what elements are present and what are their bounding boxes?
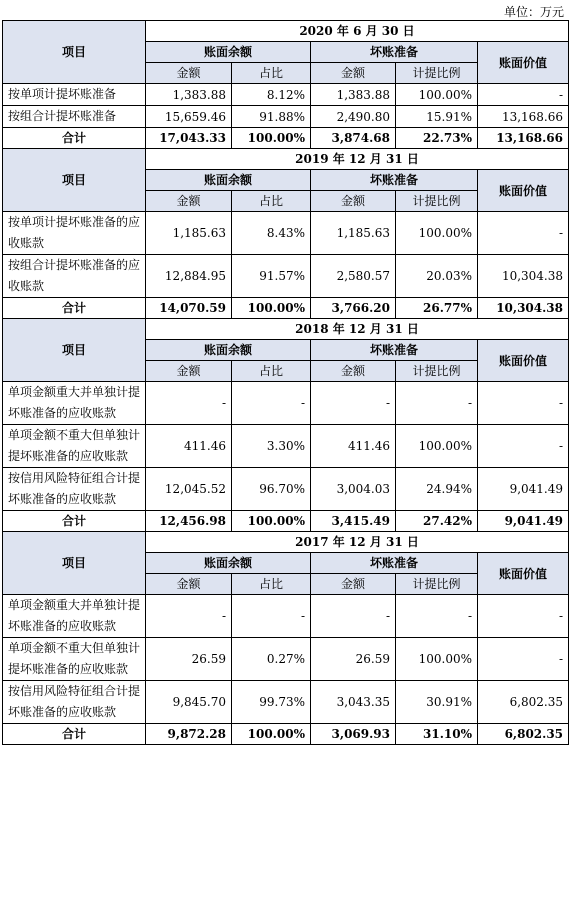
row-label: 按信用风险特征组合计提坏账准备的应收账款	[3, 468, 146, 511]
row-label: 单项金额不重大但单独计提坏账准备的应收账款	[3, 425, 146, 468]
table-row	[3, 84, 569, 106]
provision-ratio-header: 计提比例	[396, 191, 478, 212]
row-label: 按组合计提坏账准备	[3, 106, 146, 128]
item-header: 项目	[3, 149, 146, 212]
book-balance-header: 账面余额	[146, 170, 311, 191]
bad-debt-header: 坏账准备	[311, 170, 478, 191]
book-value-header: 账面价值	[478, 553, 569, 595]
total-bd: 3,766.20	[311, 298, 396, 319]
cell-amt: 15,659.46	[146, 106, 232, 128]
book-balance-header: 账面余额	[146, 553, 311, 574]
total-pr: 26.77%	[396, 298, 478, 319]
table-body	[3, 21, 569, 745]
cell-amt: 411.46	[146, 425, 232, 468]
cell-bd: 1,383.88	[311, 84, 396, 106]
table-row	[3, 212, 569, 255]
item-header: 项目	[3, 319, 146, 382]
cell-pr: -	[396, 595, 478, 638]
row-label: 单项金额重大并单独计提坏账准备的应收账款	[3, 382, 146, 425]
total-bv: 10,304.38	[478, 298, 569, 319]
ratio-header: 占比	[232, 361, 311, 382]
bad-debt-header: 坏账准备	[311, 340, 478, 361]
total-pr: 31.10%	[396, 724, 478, 745]
total-row	[3, 724, 569, 745]
date-row	[3, 21, 569, 42]
cell-ratio: 99.73%	[232, 681, 311, 724]
cell-bv: -	[478, 595, 569, 638]
item-header: 项目	[3, 21, 146, 84]
total-bd: 3,415.49	[311, 511, 396, 532]
table-row	[3, 255, 569, 298]
row-label: 按组合计提坏账准备的应收账款	[3, 255, 146, 298]
cell-pr: 15.91%	[396, 106, 478, 128]
cell-ratio: 91.88%	[232, 106, 311, 128]
cell-ratio: 3.30%	[232, 425, 311, 468]
cell-amt: 1,185.63	[146, 212, 232, 255]
total-bv: 9,041.49	[478, 511, 569, 532]
cell-bd: 2,490.80	[311, 106, 396, 128]
item-header: 项目	[3, 532, 146, 595]
cell-bv: 9,041.49	[478, 468, 569, 511]
cell-ratio: 8.12%	[232, 84, 311, 106]
amount-header: 金额	[311, 574, 396, 595]
cell-bd: 3,043.35	[311, 681, 396, 724]
cell-bd: 2,580.57	[311, 255, 396, 298]
cell-ratio: 91.57%	[232, 255, 311, 298]
row-label: 按单项计提坏账准备的应收账款	[3, 212, 146, 255]
total-label: 合计	[3, 128, 146, 149]
total-amt: 12,456.98	[146, 511, 232, 532]
total-row	[3, 298, 569, 319]
cell-bd: 26.59	[311, 638, 396, 681]
cell-bv: -	[478, 425, 569, 468]
cell-ratio: 96.70%	[232, 468, 311, 511]
total-bv: 13,168.66	[478, 128, 569, 149]
cell-bv: -	[478, 638, 569, 681]
table-row	[3, 638, 569, 681]
total-ratio: 100.00%	[232, 511, 311, 532]
cell-bd: 1,185.63	[311, 212, 396, 255]
cell-bv: -	[478, 382, 569, 425]
cell-pr: 30.91%	[396, 681, 478, 724]
total-pr: 22.73%	[396, 128, 478, 149]
total-amt: 17,043.33	[146, 128, 232, 149]
bad-debt-header: 坏账准备	[311, 42, 478, 63]
cell-bd: 411.46	[311, 425, 396, 468]
date-row	[3, 319, 569, 340]
total-bd: 3,069.93	[311, 724, 396, 745]
cell-bd: -	[311, 595, 396, 638]
cell-bv: 10,304.38	[478, 255, 569, 298]
table-row	[3, 681, 569, 724]
date-row	[3, 149, 569, 170]
total-ratio: 100.00%	[232, 128, 311, 149]
cell-pr: 100.00%	[396, 638, 478, 681]
provision-ratio-header: 计提比例	[396, 574, 478, 595]
section-date: 2020 年 6 月 30 日	[146, 21, 569, 42]
cell-ratio: -	[232, 595, 311, 638]
amount-header: 金额	[146, 361, 232, 382]
row-label: 单项金额不重大但单独计提坏账准备的应收账款	[3, 638, 146, 681]
book-balance-header: 账面余额	[146, 42, 311, 63]
cell-bd: -	[311, 382, 396, 425]
cell-bv: 6,802.35	[478, 681, 569, 724]
row-label: 按信用风险特征组合计提坏账准备的应收账款	[3, 681, 146, 724]
ratio-header: 占比	[232, 191, 311, 212]
book-value-header: 账面价值	[478, 170, 569, 212]
total-row	[3, 128, 569, 149]
bad-debt-header: 坏账准备	[311, 553, 478, 574]
cell-pr: 24.94%	[396, 468, 478, 511]
cell-pr: 20.03%	[396, 255, 478, 298]
cell-amt: 12,884.95	[146, 255, 232, 298]
provision-ratio-header: 计提比例	[396, 361, 478, 382]
table-row	[3, 468, 569, 511]
total-pr: 27.42%	[396, 511, 478, 532]
cell-ratio: 8.43%	[232, 212, 311, 255]
total-amt: 14,070.59	[146, 298, 232, 319]
table-row	[3, 425, 569, 468]
total-bv: 6,802.35	[478, 724, 569, 745]
cell-amt: 26.59	[146, 638, 232, 681]
provision-ratio-header: 计提比例	[396, 63, 478, 84]
ratio-header: 占比	[232, 574, 311, 595]
book-balance-header: 账面余额	[146, 340, 311, 361]
unit-label: 单位：万元	[503, 5, 564, 19]
cell-amt: 9,845.70	[146, 681, 232, 724]
cell-amt: -	[146, 382, 232, 425]
cell-bv: 13,168.66	[478, 106, 569, 128]
cell-pr: -	[396, 382, 478, 425]
row-label: 按单项计提坏账准备	[3, 84, 146, 106]
cell-ratio: -	[232, 382, 311, 425]
total-bd: 3,874.68	[311, 128, 396, 149]
total-label: 合计	[3, 298, 146, 319]
section-date: 2018 年 12 月 31 日	[146, 319, 569, 340]
cell-bd: 3,004.03	[311, 468, 396, 511]
table-row	[3, 106, 569, 128]
cell-bv: -	[478, 84, 569, 106]
cell-pr: 100.00%	[396, 425, 478, 468]
table-row	[3, 595, 569, 638]
section-date: 2019 年 12 月 31 日	[146, 149, 569, 170]
amount-header: 金额	[146, 574, 232, 595]
total-ratio: 100.00%	[232, 298, 311, 319]
ratio-header: 占比	[232, 63, 311, 84]
amount-header: 金额	[146, 63, 232, 84]
total-label: 合计	[3, 511, 146, 532]
cell-amt: -	[146, 595, 232, 638]
total-row	[3, 511, 569, 532]
cell-amt: 12,045.52	[146, 468, 232, 511]
cell-ratio: 0.27%	[232, 638, 311, 681]
cell-pr: 100.00%	[396, 212, 478, 255]
book-value-header: 账面价值	[478, 42, 569, 84]
amount-header: 金额	[311, 63, 396, 84]
cell-amt: 1,383.88	[146, 84, 232, 106]
section-date: 2017 年 12 月 31 日	[146, 532, 569, 553]
amount-header: 金额	[311, 191, 396, 212]
cell-bv: -	[478, 212, 569, 255]
total-amt: 9,872.28	[146, 724, 232, 745]
amount-header: 金额	[146, 191, 232, 212]
total-label: 合计	[3, 724, 146, 745]
row-label: 单项金额重大并单独计提坏账准备的应收账款	[3, 595, 146, 638]
date-row	[3, 532, 569, 553]
table-row	[3, 382, 569, 425]
total-ratio: 100.00%	[232, 724, 311, 745]
bad-debt-table	[2, 20, 569, 745]
cell-pr: 100.00%	[396, 84, 478, 106]
amount-header: 金额	[311, 361, 396, 382]
book-value-header: 账面价值	[478, 340, 569, 382]
